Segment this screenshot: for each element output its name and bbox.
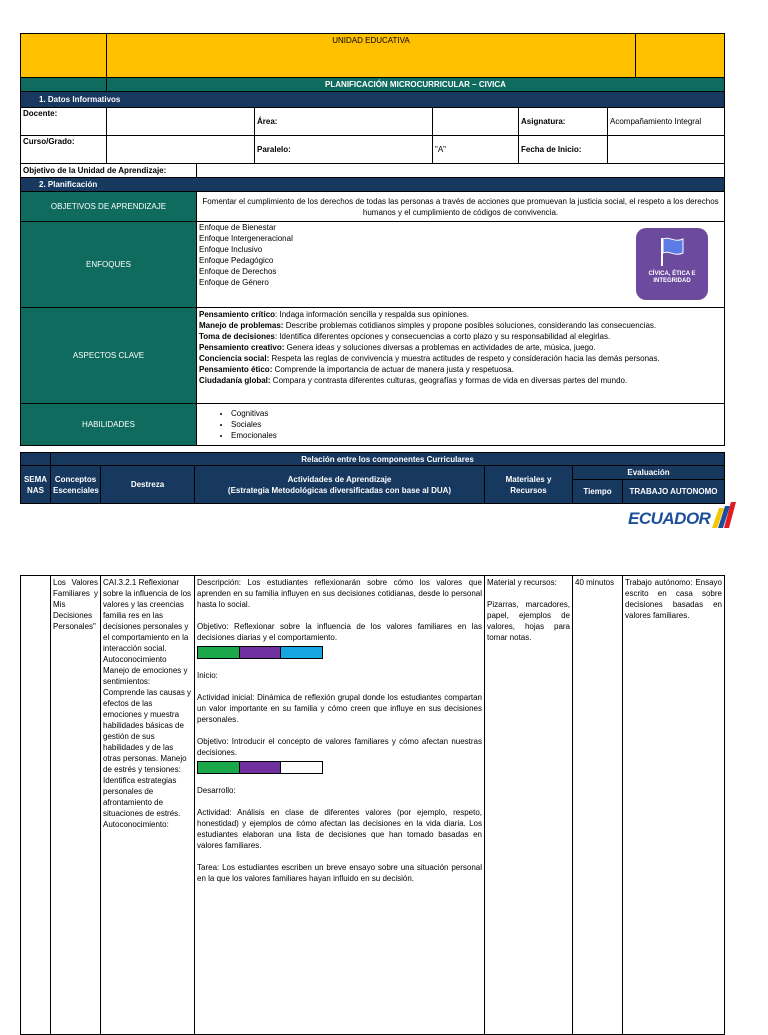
planning-table xyxy=(20,33,725,446)
curso-label: Curso/Grado: xyxy=(21,136,107,164)
col-destreza: Destreza xyxy=(101,466,195,504)
habilidades-list xyxy=(199,408,722,441)
bar-segment-empty xyxy=(281,762,322,773)
asignatura-label: Asignatura: xyxy=(519,108,608,136)
aspecto-text: Respeta las reglas de convivencia y muestra actitudes de respeto y consideración hacia las demás personas. xyxy=(269,354,660,363)
aspecto-item xyxy=(199,364,722,375)
area-value xyxy=(433,108,519,136)
enfoque-item: Enfoque de Género xyxy=(199,278,269,287)
bar-segment-purple xyxy=(240,762,282,773)
col-trabajo-autonomo: TRABAJO AUTONOMO xyxy=(623,480,725,504)
aspecto-text: : Indaga información sencilla y respalda sus opiniones. xyxy=(275,310,469,319)
header-logo-cell xyxy=(21,34,107,78)
desarrollo-heading: Desarrollo: xyxy=(197,786,236,795)
aspecto-item xyxy=(199,320,722,331)
aspectos-clave-label: ASPECTOS CLAVE xyxy=(21,308,197,404)
aspecto-text: Comprende la importancia de actuar de manera justa y respetuosa. xyxy=(272,365,514,374)
enfoque-item: Enfoque de Bienestar xyxy=(199,223,276,232)
materiales-list: Pizarras, marcadores, papel, ejemplos de valores, hojas para tomar notas. xyxy=(487,600,570,642)
col-conceptos: Conceptos Escenciales xyxy=(51,466,101,504)
fecha-inicio-label: Fecha de Inicio: xyxy=(519,136,608,164)
habilidad-item: • Emocionales xyxy=(231,430,722,441)
document-title: PLANIFICACIÓN MICROCURRICULAR – CIVICA xyxy=(107,78,725,92)
enfoques-label: ENFOQUES xyxy=(21,222,197,308)
aspecto-term: Conciencia social: xyxy=(199,354,270,363)
aspecto-term: Manejo de problemas: xyxy=(199,321,284,330)
inicio-objetivo-text: Objetivo: Introducir el concepto de valores familiares y cómo afectan nuestras decisiones. xyxy=(197,737,482,757)
title-left-cell xyxy=(21,78,107,92)
civica-badge-logo xyxy=(636,228,708,300)
habilidades-label: HABILIDADES xyxy=(21,404,197,446)
bar-segment-green xyxy=(198,647,240,658)
enfoque-item: Enfoque de Derechos xyxy=(199,267,277,276)
actividades-cell xyxy=(195,576,485,1035)
paralelo-label: Paralelo: xyxy=(255,136,433,164)
objetivo-text: Objetivo: Reflexionar sobre la influencia de los valores familiares en las decisiones diarias y el comportamiento. xyxy=(197,622,482,642)
enfoque-item: Enfoque Inclusivo xyxy=(199,245,263,254)
col-tiempo: Tiempo xyxy=(573,480,623,504)
badge-text: CÍVICA, ÉTICA E INTEGRIDAD xyxy=(648,271,696,284)
bar-segment-purple xyxy=(240,647,282,658)
ecuador-logo xyxy=(626,500,736,530)
fecha-inicio-value xyxy=(608,136,725,164)
aspecto-item xyxy=(199,375,722,386)
inicio-heading: Inicio: xyxy=(197,671,218,680)
objetivo-unidad-value xyxy=(197,164,725,178)
col-materiales: Materiales y Recursos xyxy=(485,466,573,504)
objetivos-label: OBJETIVOS DE APRENDIZAJE xyxy=(21,192,197,222)
section-planificacion: 2. Planificación xyxy=(21,178,725,192)
objetivos-text: Fomentar el cumplimiento de los derechos de todas las personas a través de acciones que promuevan la justicia social, el respeto a los derechos humanos y el cumplimiento de códigos de convivencia. xyxy=(197,192,725,222)
flag-icon xyxy=(652,234,692,268)
ecuador-stripes-icon xyxy=(706,502,736,530)
relacion-title: Relación entre los componentes Curriculares xyxy=(51,453,725,466)
aspectos-clave-cell xyxy=(197,308,725,404)
relacion-left-cell xyxy=(21,453,51,466)
tarea-text: Tarea: Los estudiantes escriben un breve ensayo sobre una situación personal en la que los valores familiares hayan influido en su decisión. xyxy=(197,863,482,883)
curso-value xyxy=(107,136,255,164)
aspecto-item xyxy=(199,309,722,320)
components-header-table xyxy=(20,452,725,504)
materiales-cell xyxy=(485,576,573,1035)
paralelo-value: "A" xyxy=(433,136,519,164)
desarrollo-actividad-text: Actividad: Análisis en clase de diferentes valores (por ejemplo, respeto, honestidad) y ejemplos de cómo afectan las decisiones en la vida diaria. Los estudiantes elaboran una lista de decisiones que han tomado basadas en valores familiares. xyxy=(197,808,482,850)
school-name: UNIDAD EDUCATIVA xyxy=(107,34,636,78)
aspecto-text: Compara y contrasta diferentes culturas, geografías y formas de vida en diversas partes del mundo. xyxy=(270,376,628,385)
aspecto-item xyxy=(199,331,722,342)
docente-label: Docente: xyxy=(21,108,107,136)
bar-segment-blue xyxy=(281,647,322,658)
aspecto-item xyxy=(199,342,722,353)
aspecto-term: Toma de decisiones xyxy=(199,332,275,341)
aspecto-text: : Identifica diferentes opciones y consecuencias a corto plazo y su responsabilidad al elegirlas. xyxy=(274,332,611,341)
concepto-cell: Los Valores Familiares y Mis Decisiones Personales" xyxy=(51,576,101,1035)
dua-color-bar xyxy=(197,646,323,659)
materiales-heading: Material y recursos: xyxy=(487,578,557,587)
col-semanas: SEMA NAS xyxy=(21,466,51,504)
asignatura-value: Acompañamiento Integral xyxy=(608,108,725,136)
destreza-cell: CAI.3.2.1 Reflexionar sobre la influencia de los valores y las creencias familia res en las decisiones personales y el comportamiento en la interacción social. Autoconocimiento Manejo de emociones y sentimientos: Comprende las causas y efectos de las emociones y muestra habilidades básicas de gestión de sus habilidades y de las otras personas. Manejo de estrés y tensiones: Identifica estrategias personales de afrontamiento de situaciones de estrés. Autoconocimiento: xyxy=(101,576,195,1035)
enfoque-item: Enfoque Intergeneracional xyxy=(199,234,293,243)
aspecto-term: Pensamiento ético: xyxy=(199,365,273,374)
aspecto-text: Describe problemas cotidianos simples y propone posibles soluciones, considerando las consecuencias. xyxy=(283,321,657,330)
objetivo-unidad-label: Objetivo de la Unidad de Aprendizaje: xyxy=(21,164,197,178)
activities-table xyxy=(20,575,725,1035)
aspecto-term: Pensamiento crítico xyxy=(199,310,276,319)
ecuador-wordmark: ECUADOR xyxy=(628,509,711,528)
semana-cell xyxy=(21,576,51,1035)
aspecto-term: Ciudadanía global: xyxy=(199,376,271,385)
enfoques-cell xyxy=(197,222,725,308)
col-evaluacion: Evaluación xyxy=(573,466,725,480)
habilidad-item: • Cognitivas xyxy=(231,408,722,419)
col-actividades-subtitle: (Estrategia Metodológicas diversificadas con base al DUA) xyxy=(227,485,452,495)
col-actividades-title: Actividades de Aprendizaje xyxy=(287,474,392,484)
area-label: Área: xyxy=(255,108,433,136)
enfoque-item: Enfoque Pedagógico xyxy=(199,256,274,265)
aspecto-term: Pensamiento creativo: xyxy=(199,343,285,352)
header-right-cell xyxy=(636,34,725,78)
tiempo-cell: 40 minutos xyxy=(573,576,623,1035)
aspecto-item xyxy=(199,353,722,364)
section-datos-informativos: 1. Datos Informativos xyxy=(21,92,725,108)
descripcion-text: Descripción: Los estudiantes reflexionarán sobre cómo los valores que aprenden en su familia influyen en sus decisiones cotidianas, desde lo personal hasta lo social. xyxy=(197,578,482,609)
col-actividades xyxy=(195,466,485,504)
docente-value xyxy=(107,108,255,136)
aspecto-text: Genera ideas y soluciones diversas a problemas en actividades de arte, música, juego. xyxy=(284,343,596,352)
habilidad-item: • Sociales xyxy=(231,419,722,430)
bar-segment-green xyxy=(198,762,240,773)
habilidades-cell xyxy=(197,404,725,446)
inicio-actividad-text: Actividad inicial: Dinámica de reflexión grupal donde los estudiantes compartan un valor importante en su familia y cómo creen que influye en sus decisiones personales. xyxy=(197,693,482,724)
trabajo-autonomo-cell: Trabajo autónomo: Ensayo escrito en casa sobre decisiones basadas en valores familiares. xyxy=(623,576,725,1035)
dua-color-bar xyxy=(197,761,323,774)
